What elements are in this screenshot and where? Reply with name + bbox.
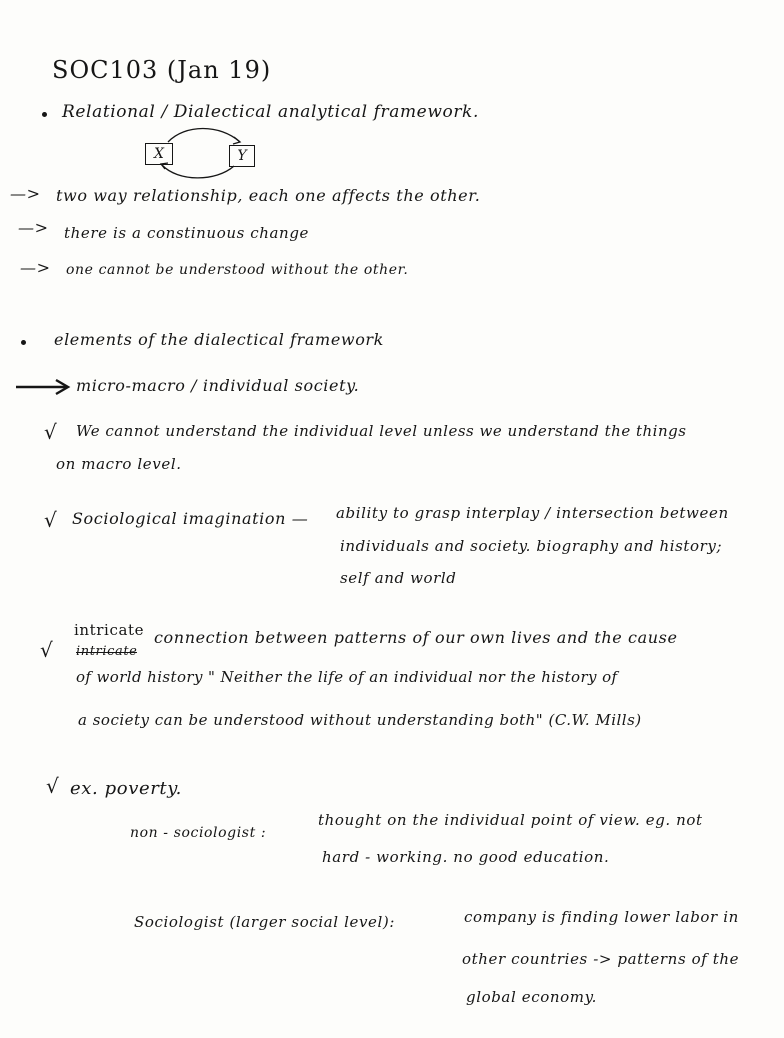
sociologist-line3: global economy. <box>466 988 598 1006</box>
check3-line1: connection between patterns of our own lives and the cause <box>154 628 678 647</box>
checkmark-icon: √ <box>40 638 54 662</box>
point-continuous-change: there is a constinuous change <box>64 224 309 242</box>
diagram-y-box: Y <box>229 145 255 167</box>
sociologist-line2: other countries -> patterns of the <box>462 950 740 968</box>
checkmark-icon: √ <box>44 420 58 444</box>
sociologist-line1: company is finding lower labor in <box>464 908 739 926</box>
arrow-symbol: —> <box>20 258 51 277</box>
check2-line1: ability to grasp interplay / intersection between <box>336 504 729 522</box>
struck-word: intricate <box>76 644 138 659</box>
check1-line2: on macro level. <box>56 455 182 473</box>
intricate-insertion: intricate <box>74 621 145 639</box>
arrow-symbol: —> <box>10 184 41 203</box>
non-sociologist-label: non - sociologist : <box>130 825 267 841</box>
check3-line3: a society can be understood without understanding both" (C.W. Mills) <box>78 711 642 729</box>
checkmark-icon: √ <box>46 774 60 798</box>
point-understood: one cannot be understood without the other. <box>66 262 409 278</box>
diagram-x-box: X <box>145 143 173 165</box>
check3-line2: of world history " Neither the life of an individual nor the history of <box>76 668 618 686</box>
non-sociologist-line2: hard - working. no good education. <box>322 848 610 866</box>
sociological-imagination-term: Sociological imagination — <box>72 509 309 528</box>
section2-heading: elements of the dialectical framework <box>54 330 384 349</box>
check2-line2: individuals and society. biography and history; <box>340 537 723 555</box>
sociologist-label: Sociologist (larger social level): <box>134 913 396 931</box>
check1-line1: We cannot understand the individual level unless we understand the things <box>76 422 687 440</box>
section1-heading: Relational / Dialectical analytical framework. <box>62 102 479 122</box>
micro-macro-subheading: micro-macro / individual society. <box>76 376 360 395</box>
page-title: SOC103 (Jan 19) <box>52 56 272 84</box>
non-sociologist-line1: thought on the individual point of view. eg. not <box>318 811 703 829</box>
example-poverty: ex. poverty. <box>70 778 182 799</box>
checkmark-icon: √ <box>44 508 58 532</box>
point-two-way: two way relationship, each one affects the other. <box>56 186 481 205</box>
arrow-symbol: —> <box>18 218 49 237</box>
check2-line3: self and world <box>340 569 457 587</box>
